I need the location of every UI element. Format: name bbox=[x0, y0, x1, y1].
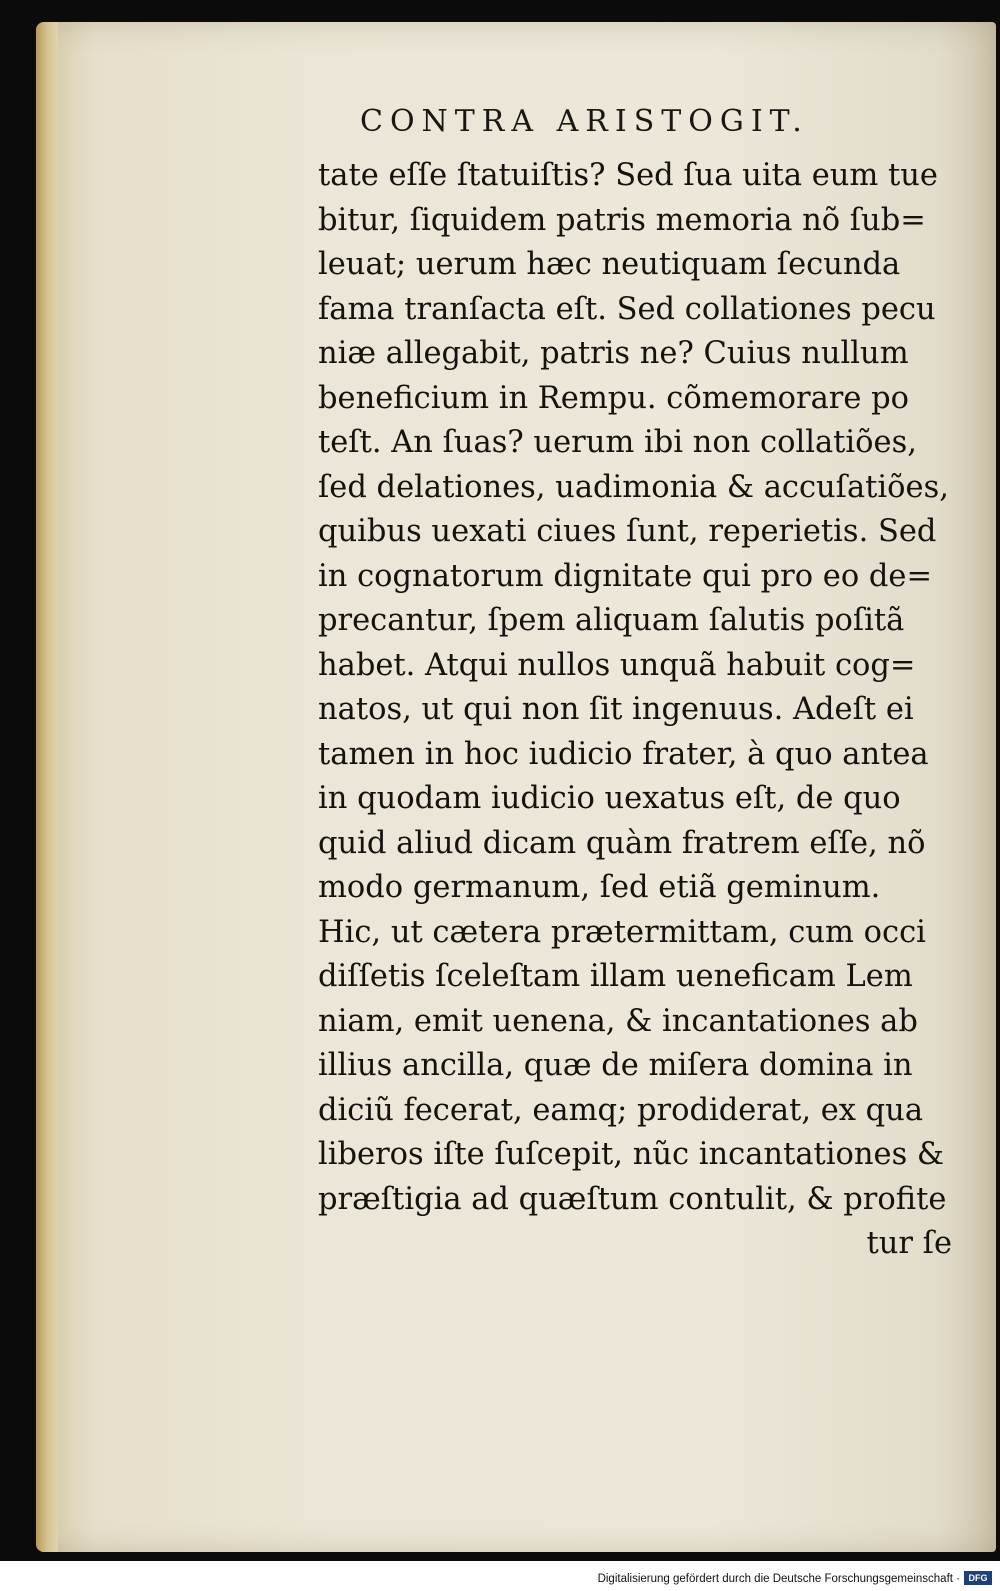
text-line: præſtigia ad quæſtum contulit, & profite bbox=[318, 1181, 947, 1217]
text-line: beneficium in Rempu. cõmemorare po bbox=[318, 380, 909, 416]
footer-bar bbox=[0, 1561, 1000, 1591]
text-line: tamen in hoc iudicio frater, à quo antea bbox=[318, 736, 929, 772]
text-line: precantur, ſpem aliquam ſalutis poſitã bbox=[318, 603, 905, 638]
text-line: in quodam iudicio uexatus eſt, de quo bbox=[318, 781, 901, 816]
catchword: tur ſe bbox=[866, 1226, 952, 1261]
text-line: niam, emit uenena, & incantationes ab bbox=[318, 1003, 918, 1039]
text-line: quibus uexati ciues ſunt, reperietis. Sed bbox=[318, 514, 937, 549]
running-head: CONTRA ARISTOGIT. bbox=[360, 104, 809, 139]
text-line: tate eſſe ſtatuiſtis? Sed ſua uita eum tue bbox=[318, 158, 938, 193]
text-line: modo germanum, ſed etiã geminum. bbox=[318, 870, 881, 905]
text-line: teſt. An ſuas? uerum ibi non collatiões, bbox=[318, 425, 917, 460]
text-line: quid aliud dicam quàm fratrem eſſe, nõ bbox=[318, 825, 926, 861]
text-line: habet. Atqui nullos unquã habuit cog= bbox=[318, 647, 916, 683]
text-line: niæ allegabit, patris ne? Cuius nullum bbox=[318, 336, 909, 371]
text-line: in cognatorum dignitate qui pro eo de= bbox=[318, 558, 933, 594]
text-line: ſed delationes, uadimonia & accuſatiões, bbox=[318, 469, 949, 505]
text-block bbox=[318, 154, 958, 1267]
text-line: diſſetis ſceleſtam illam ueneficam Lem bbox=[318, 959, 913, 994]
text-line: leuat; uerum hæc neutiquam ſecunda bbox=[318, 247, 901, 282]
text-line: diciũ fecerat, eamq; prodiderat, ex qua bbox=[318, 1092, 924, 1128]
text-line: illius ancilla, quæ de miſera domina in bbox=[318, 1048, 913, 1083]
text-line: bitur, ſiquidem patris memoria nõ ſub= bbox=[318, 202, 926, 238]
text-line: Hic, ut cætera prætermittam, cum occi bbox=[318, 914, 926, 950]
text-line: fama tranſacta eſt. Sed collationes pecu bbox=[318, 291, 936, 327]
text-line: liberos iſte ſuſcepit, nũc incantationes & bbox=[318, 1137, 945, 1172]
footer-credit: Digitalisierung gefördert durch die Deutsche Forschungsgemeinschaft · bbox=[597, 1573, 960, 1585]
text-line: natos, ut qui non ſit ingenuus. Adeſt ei bbox=[318, 692, 914, 727]
page-edge bbox=[36, 22, 58, 1552]
dfg-logo: DFG bbox=[964, 1571, 992, 1585]
